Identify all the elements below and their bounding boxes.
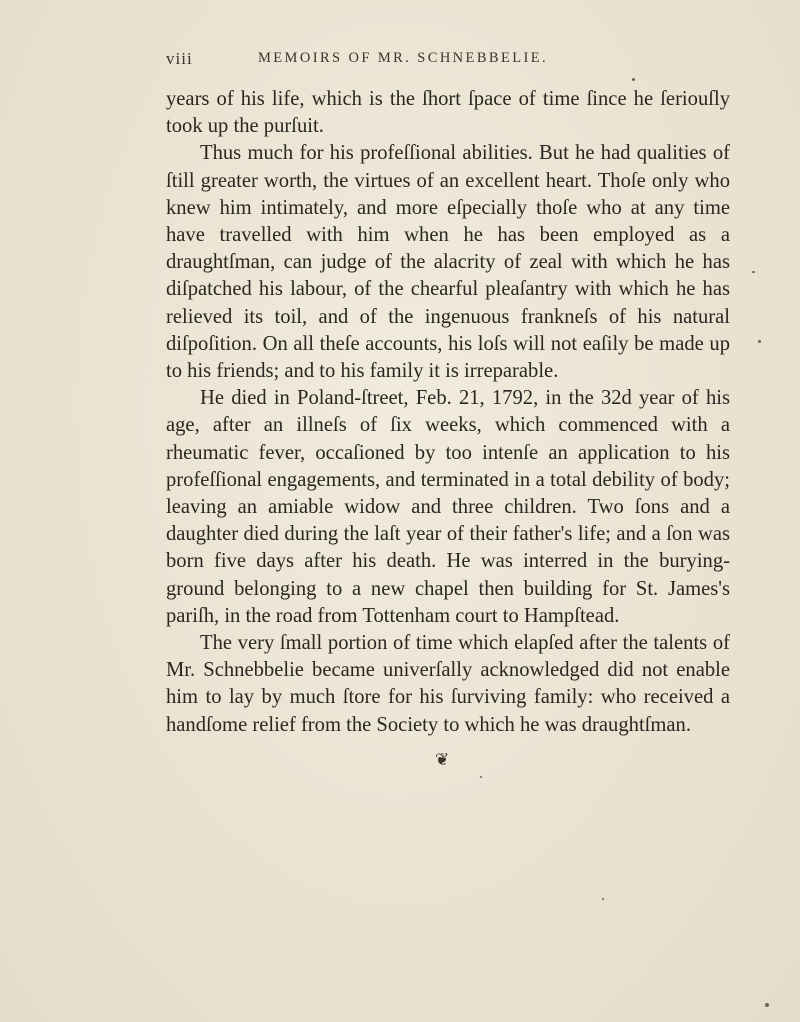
running-head-title: MEMOIRS OF MR. SCHNEBBELIE. — [258, 50, 548, 66]
paragraph-continuation: years of his life, which is the ſhort ſpace of time ſince he ſeriouſly took up the purſuit. — [166, 88, 730, 138]
running-head — [166, 49, 726, 77]
page-number: viii — [166, 49, 193, 68]
body-text — [166, 86, 730, 739]
paper-speck — [602, 898, 604, 900]
paragraph-character: Thus much for his profeſſional abilities. But he had qualities of ſtill greater worth, the virtues of an excellent heart. Thoſe only who knew him intimately, and more eſpecially thoſe who at any time have travelled with him when he has been employed as a draughtſman, can judge of the alacrity of zeal with which he has diſpatched his labour, of the chearful pleaſantry with which he has relieved its toil, and of the ingenuous frankneſs of his natural diſpoſition. On all theſe accounts, his loſs will not eaſily be made up to his friends; and to his family it is irreparable. — [166, 142, 730, 383]
paper-speck — [752, 271, 755, 273]
paper-speck — [480, 776, 482, 778]
paragraph-death: He died in Poland-ſtreet, Feb. 21, 1792, in the 32d year of his age, after an illneſs of ſix weeks, which commenced with a rheumatic fever, occaſioned by too intenſe an application to his profeſſional engagements, and terminated in a total debility of body; leaving an amiable widow and three children. Two ſons and a daughter died during the laſt year of their father's life; and a ſon was born five days after his death. He was interred in the burying-ground belonging to a new chapel then building for St. James's pariſh, in the road from Tottenham court to Hampſtead. — [166, 387, 730, 627]
paper-speck — [765, 1003, 769, 1007]
fleuron-icon: ❦ — [435, 750, 450, 769]
paper-speck — [758, 340, 761, 343]
paragraph-family-relief: The very ſmall portion of time which elapſed after the talents of Mr. Schnebbelie became univerſally acknowledged did not enable him to lay by much ſtore for his ſurviving family: who received a handſome relief from the Society to which he was draughtſman. — [166, 632, 730, 736]
paper-speck — [632, 78, 635, 81]
